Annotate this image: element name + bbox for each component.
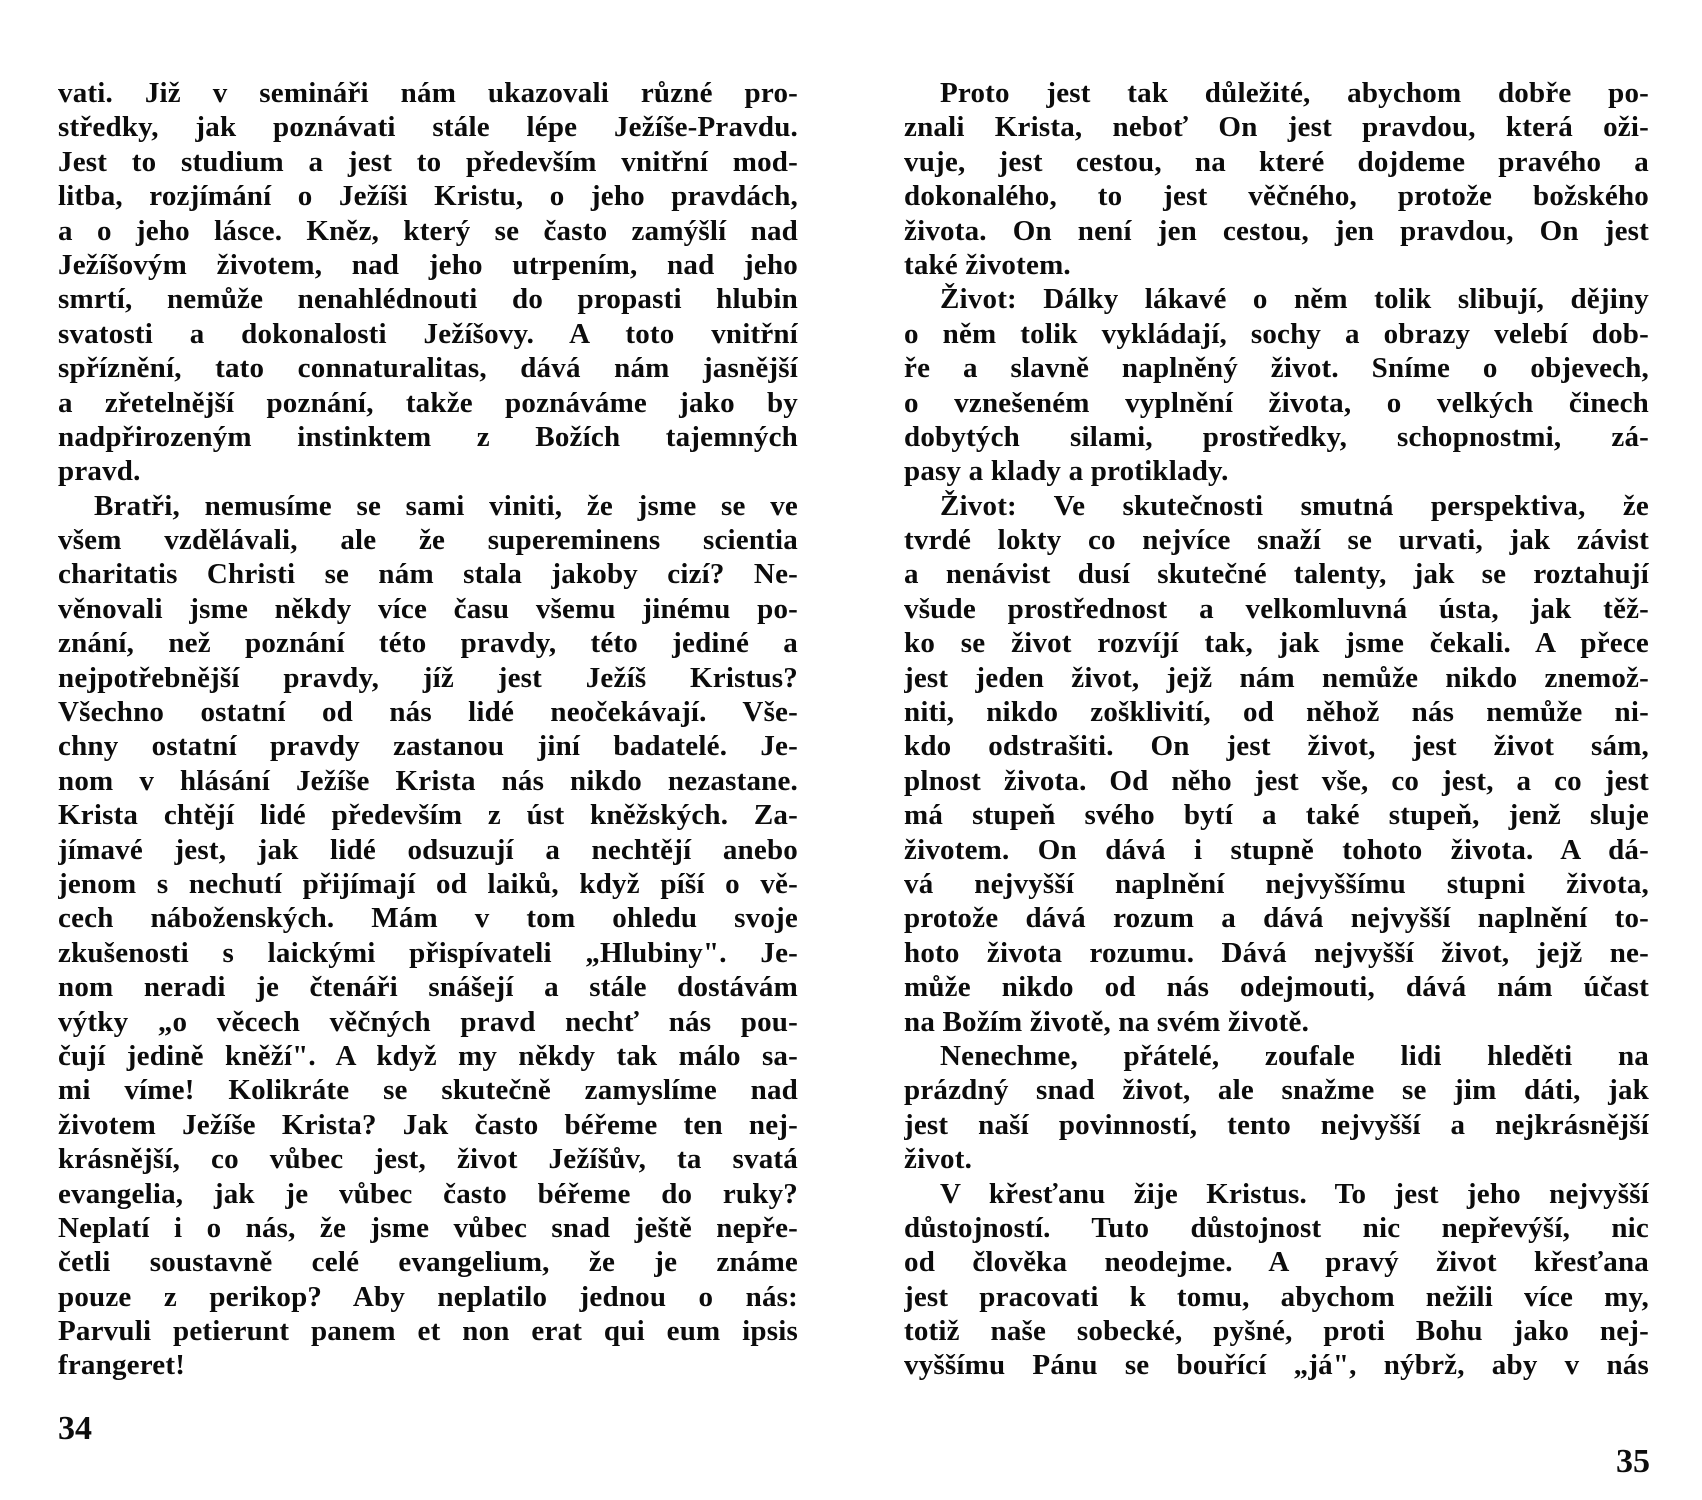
text-line: dobytých silami, prostředky, schopnostmi, zá-	[904, 420, 1649, 453]
text-line: Bratři, nemusíme se sami viniti, že jsme se ve	[94, 489, 798, 522]
text-line: spříznění, tato connaturalitas, dává nám jasnější	[58, 352, 798, 385]
text-line: nom neradi je čtenáři snášejí a stále dostávám	[58, 971, 798, 1004]
text-line: Život: Ve skutečnosti smutná perspektiva, že	[940, 489, 1649, 522]
text-line: životem Ježíše Krista? Jak často béřeme ten nej-	[58, 1108, 798, 1141]
text-line: vyššímu Pánu se bouřící „já", nýbrž, aby v nás	[904, 1349, 1649, 1382]
text-line: nom v hlásání Ježíše Krista nás nikdo nezastane.	[58, 764, 798, 797]
text-line: cech náboženských. Mám v tom ohledu svoje	[58, 902, 798, 935]
text-line: krásnější, co vůbec jest, život Ježíšův, ta svatá	[58, 1143, 798, 1176]
text-line: všem vzdělávali, ale že supereminens scientia	[58, 524, 798, 557]
text-line: protože dává rozum a dává nejvyšší naplnění to-	[904, 902, 1649, 935]
text-line: vati. Již v semináři nám ukazovali různé pro-	[58, 77, 798, 109]
text-line: zkušenosti s laickými přispívateli „Hlubiny". Je-	[58, 936, 798, 969]
text-line: niti, nikdo zošklivití, od něhož nás nemůže ni-	[904, 696, 1649, 729]
text-line: a nenávist dusí skutečné talenty, jak se roztahují	[904, 558, 1649, 591]
text-line: důstojností. Tuto důstojnost nic nepřevýší, nic	[904, 1211, 1649, 1244]
text-line: evangelia, jak je vůbec často béřeme do ruky?	[58, 1177, 798, 1210]
text-line: pouze z perikop? Aby neplatilo jednou o nás:	[58, 1280, 798, 1313]
text-line: Krista chtějí lidé především z úst kněžských. Za-	[58, 799, 798, 832]
text-line: věnovali jsme někdy více času všemu jinému po-	[58, 592, 798, 625]
left-page-text	[58, 76, 798, 1383]
text-line: pravd.	[58, 455, 141, 488]
text-line: plnost života. Od něho jest vše, co jest, a co jest	[904, 764, 1649, 797]
text-line: Neplatí i o nás, že jsme vůbec snad ještě nepře-	[58, 1211, 798, 1244]
text-line: frangeret!	[58, 1349, 186, 1382]
text-line: o něm tolik vykládají, sochy a obrazy velebí dob-	[904, 317, 1649, 350]
text-line: výtky „o věcech věčných pravd nechť nás pou-	[58, 1005, 798, 1038]
text-line: všude prostřednost a velkomluvná ústa, jak těž-	[904, 592, 1649, 625]
text-line: pasy a klady a protiklady.	[904, 455, 1229, 488]
text-line: životem. On dává i stupně tohoto života. A dá-	[904, 833, 1649, 866]
text-line: ko se život rozvíjí tak, jak jsme čekali. A přece	[904, 627, 1649, 660]
text-line: svatosti a dokonalosti Ježíšovy. A toto vnitřní	[58, 317, 798, 350]
text-line: nejpotřebnější pravdy, jíž jest Ježíš Kristus?	[58, 661, 798, 694]
text-line: tvrdé lokty co nejvíce snaží se urvati, jak závist	[904, 524, 1649, 557]
text-line: nadpřirozeným instinktem z Božích tajemných	[58, 420, 798, 453]
text-line: čují jedině kněží". A když my někdy tak málo sa-	[58, 1039, 798, 1072]
text-line: a o jeho lásce. Kněz, který se často zamýšlí nad	[58, 214, 798, 247]
text-line: Nenechme, přátelé, zoufale lidi hleděti na	[940, 1039, 1649, 1072]
text-line: také životem.	[904, 248, 1071, 281]
text-line: jenom s nechutí přijímají od laiků, když píší o vě-	[58, 867, 798, 900]
text-line: života. On není jen cestou, jen pravdou, On jest	[904, 214, 1649, 247]
text-line: Ježíšovým životem, nad jeho utrpením, nad jeho	[58, 248, 798, 281]
text-line: může nikdo od nás odejmouti, dává nám účast	[904, 971, 1649, 1004]
text-line: ře a slavně naplněný život. Sníme o objevech,	[904, 352, 1649, 385]
text-line: na Božím životě, na svém životě.	[904, 1005, 1310, 1038]
text-line: a zřetelnější poznání, takže poznáváme jako by	[58, 386, 798, 419]
text-line: Proto jest tak důležité, abychom dobře po-	[940, 77, 1649, 109]
text-line: litba, rozjímání o Ježíši Kristu, o jeho pravdách,	[58, 180, 798, 213]
text-line: má stupeň svého bytí a také stupeň, jenž sluje	[904, 799, 1649, 832]
right-page-text	[904, 76, 1649, 1383]
text-line: o vznešeném vyplnění života, o velkých činech	[904, 386, 1649, 419]
text-line: hoto života rozumu. Dává nejvyšší život, jejž ne-	[904, 936, 1649, 969]
text-line: Všechno ostatní od nás lidé neočekávají. Vše-	[58, 696, 798, 729]
right-page	[851, 0, 1702, 1500]
text-line: totiž naše sobecké, pyšné, proti Bohu jako nej-	[904, 1315, 1649, 1348]
text-line: jest jeden život, jejž nám nemůže nikdo znemož-	[904, 661, 1649, 694]
text-line: vá nejvyšší naplnění nejvyššímu stupni života,	[904, 867, 1649, 900]
page-number: 35	[1616, 1443, 1650, 1480]
text-line: jest naší povinností, tento nejvyšší a nejkrásnější	[904, 1108, 1649, 1141]
text-line: znali Krista, neboť On jest pravdou, která oži-	[904, 111, 1649, 144]
text-line: znání, než poznání této pravdy, této jediné a	[58, 627, 798, 660]
text-line: Parvuli petierunt panem et non erat qui eum ipsis	[58, 1315, 798, 1348]
text-line: středky, jak poznávati stále lépe Ježíše-Pravdu.	[58, 111, 798, 144]
text-line: vuje, jest cestou, na které dojdeme pravého a	[904, 145, 1649, 178]
text-line: kdo odstrašiti. On jest život, jest život sám,	[904, 730, 1649, 763]
text-line: charitatis Christi se nám stala jakoby cizí? Ne-	[58, 558, 798, 591]
text-line: mi víme! Kolikráte se skutečně zamyslíme nad	[58, 1074, 798, 1107]
text-line: jest pracovati k tomu, abychom nežili více my,	[904, 1280, 1649, 1313]
page-number: 34	[58, 1410, 92, 1447]
text-line: dokonalého, to jest věčného, protože božského	[904, 180, 1649, 213]
text-line: od člověka neodejme. A pravý život křesťana	[904, 1246, 1649, 1279]
text-line: četli soustavně celé evangelium, že je známe	[58, 1246, 798, 1279]
text-line: jímavé jest, jak lidé odsuzují a nechtějí anebo	[58, 833, 798, 866]
text-line: V křesťanu žije Kristus. To jest jeho nejvyšší	[940, 1177, 1649, 1210]
text-line: Jest to studium a jest to především vnitřní mod-	[58, 145, 798, 178]
text-line: život.	[904, 1143, 973, 1176]
text-line: smrtí, nemůže nenahlédnouti do propasti hlubin	[58, 283, 798, 316]
text-line: chny ostatní pravdy zastanou jiní badatelé. Je-	[58, 730, 798, 763]
text-line: Život: Dálky lákavé o něm tolik slibují, dějiny	[940, 283, 1649, 316]
text-line: prázdný snad život, ale snažme se jim dáti, jak	[904, 1074, 1649, 1107]
